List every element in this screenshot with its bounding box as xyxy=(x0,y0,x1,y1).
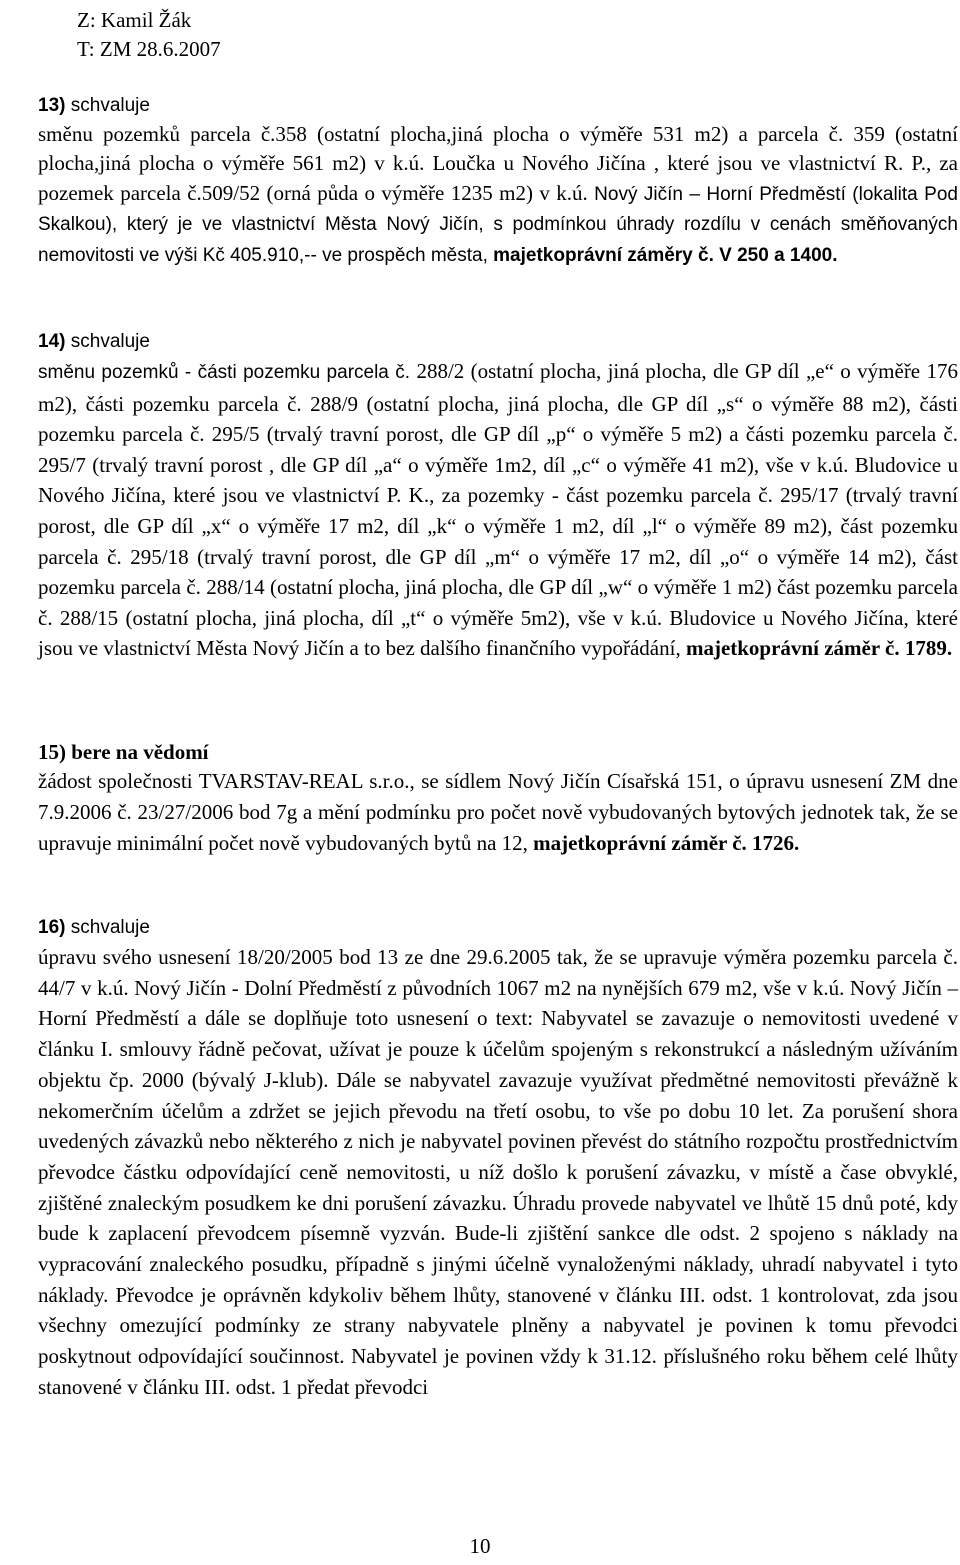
item-13-text-continued: Nový Jičín – Horní Předměstí (lokalita Pod Skalkou), který je ve vlastnictví Města Nový Jičín, s podmínkou úhrady rozdílu v cenách směňovaných nemovitosti ve výši Kč 405.910,-- ve prospěch města, xyxy=(38,183,958,266)
item-13-body xyxy=(38,120,958,270)
item-15-text-main: žádost společnosti TVARSTAV-REAL s.r.o., se sídlem Nový Jičín Císařská 151, o úpravu usnesení ZM dne 7.9.2006 č. 23/27/2006 bod 7g a mění podmínku pro počet nově vybudovaných bytových jednotek tak, že se upravuje minimální počet nově vybudovaných bytů na 12, xyxy=(38,769,958,856)
resolution-item-15 xyxy=(38,738,958,860)
item-16-body xyxy=(38,942,958,1403)
item-14-number: 14) xyxy=(38,331,66,352)
item-13-heading xyxy=(38,92,958,120)
resolution-item-13 xyxy=(38,92,958,270)
item-14-text-main: 288/2 (ostatní plocha, jiná plocha, dle GP díl „e“ o výměře 176 m2), části pozemku parcela č. 288/9 (ostatní plocha, jiná plocha, dle GP díl „s“ o výměře 88 m2), části pozemku parcela č. 295/5 (trvalý travní porost, dle GP díl „p“ o výměře 5 m2) a části pozemku parcela č. 295/7 (trvalý travní porost , dle GP díl „a“ o výměře 1m2, díl „c“ o výměře 41 m2), vše v k.ú. Bludovice u Nového Jičína, které jsou ve vlastnictví P. K., za pozemky - část pozemku parcela č. 295/17 (trvalý travní porost, dle GP díl „x“ o výměře 17 m2, díl „k“ o výměře 1 m2, díl „l“ o výměře 89 m2), část pozemku parcela č. 295/18 (trvalý travní porost, dle GP díl „m“ o výměře 17 m2, díl „o“ o výměře 14 m2), část pozemku parcela č. 288/14 (ostatní plocha, jiná plocha, dle GP díl „w“ o výměře 1 m2) část pozemku parcela č. 288/15 (ostatní plocha, jiná plocha, díl „t“ o výměře 5m2), vše v k.ú. Bludovice u Nového Jičína, které jsou ve vlastnictví Města Nový Jičín a to bez dalšího finančního vypořádání, xyxy=(38,359,958,661)
resolution-item-14 xyxy=(38,328,958,664)
author-line: Z: Kamil Žák xyxy=(77,8,192,32)
item-14-reference: majetkoprávní záměr č. 1789. xyxy=(685,636,953,661)
item-14-body xyxy=(38,356,958,664)
item-13-action: schvaluje xyxy=(70,95,150,116)
item-16-number: 16) xyxy=(38,917,66,938)
item-13-number: 13) xyxy=(38,95,66,116)
resolution-item-16 xyxy=(38,914,958,1403)
item-13-text-main: směnu pozemků parcela č.358 (ostatní plocha,jiná plocha o výměře 531 m2) a parcela č. 359 (ostatní plocha,jiná plocha o výměře 561 m2) v k.ú. Loučka u Nového Jičína , které jsou ve vlastnictví R. P., za pozemek parcela č.509/52 (orná půda o výměře 1235 m2) v k.ú. xyxy=(38,122,958,205)
item-14-action: schvaluje xyxy=(70,331,150,352)
item-14-heading xyxy=(38,328,958,356)
item-14-text-intro: směnu pozemků - části pozemku parcela č. xyxy=(38,362,417,383)
item-16-action: schvaluje xyxy=(70,917,150,938)
item-15-heading xyxy=(38,738,958,766)
item-15-number: 15) xyxy=(38,740,66,764)
item-15-action: bere na vědomí xyxy=(71,740,209,764)
item-16-text-main: úpravu svého usnesení 18/20/2005 bod 13 ze dne 29.6.2005 tak, že se upravuje výměra pozemku parcela č. 44/7 v k.ú. Nový Jičín - Dolní Předměstí z původních 1067 m2 na nynějších 679 m2, vše v k.ú. Nový Jičín – Horní Předměstí a dále se doplňuje toto usnesení o text: Nabyvatel se zavazuje o nemovitosti uvedené v článku I. smlouvy řádně pečovat, užívat je pouze k účelům spojeným s rekonstrukcí a následným užíváním objektu čp. 2000 (bývalý J-klub). Dále se nabyvatel zavazuje využívat předmětné nemovitosti převážně k nekomerčním účelům a zdržet se jejich převodu na třetí osobu, to vše po dobu 10 let. Za porušení shora uvedených závazků nebo některého z nich je nabyvatel povinen převést do státního rozpočtu prostřednictvím převodce částku odpovídající ceně nemovitosti, u níž došlo k porušení závazku, v místě a čase obvyklé, zjištěné znaleckým posudkem ke dni porušení závazku. Úhradu provede nabyvatel ve lhůtě 15 dnů poté, kdy bude k zaplacení převodcem písemně vyzván. Bude-li zjištění sankce dle odst. 2 spojeno s náklady na vypracování znaleckého posudku, případně s jinými účelně vynaloženými náklady, uhradí nabyvatel i tyto náklady. Převodce je oprávněn kdykoliv během lhůty, stanovené v článku III. odst. 1 kontrolovat, zda jsou všechny omezující podmínky ze strany nabyvatele plněny a nabyvatel je povinen k tomu převodci poskytnout odpovídající součinnost. Nabyvatel je povinen vždy k 31.12. příslušného roku během celé lhůty stanovené v článku III. odst. 1 předat převodci xyxy=(38,945,958,1399)
date-line: T: ZM 28.6.2007 xyxy=(77,37,221,61)
item-15-body xyxy=(38,766,958,860)
item-15-reference: majetkoprávní záměr č. 1726. xyxy=(533,831,800,856)
document-header xyxy=(77,6,221,64)
item-13-reference: majetkoprávní záměry č. V 250 a 1400. xyxy=(493,244,838,266)
page-number: 10 xyxy=(469,1534,491,1558)
item-16-heading xyxy=(38,914,958,942)
